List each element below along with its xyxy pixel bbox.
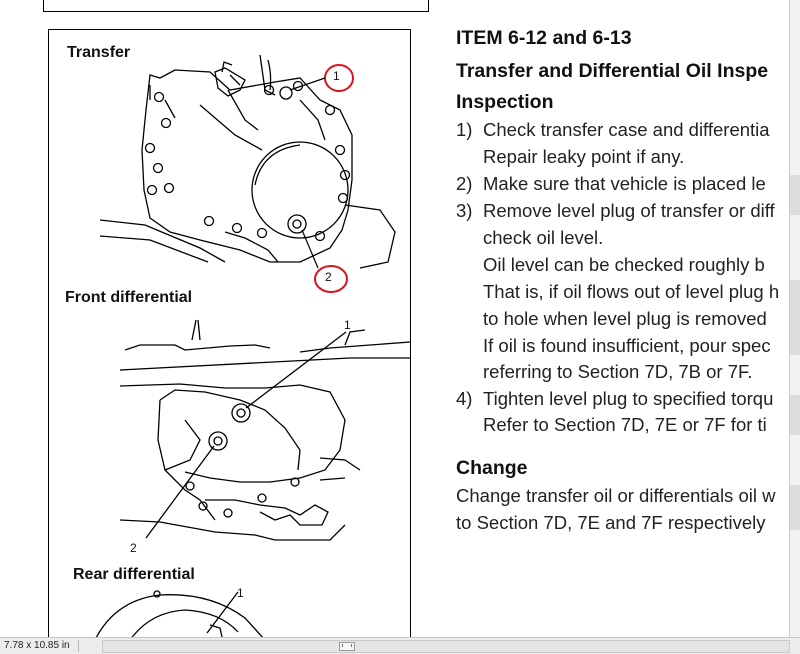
step-text: Refer to Section 7D, 7E or 7F for ti <box>483 414 767 435</box>
horizontal-scrollbar[interactable] <box>102 640 790 653</box>
step-text: If oil is found insufficient, pour spec <box>483 335 771 356</box>
step-text: Oil level can be checked roughly b <box>483 254 765 275</box>
step-text: check oil level. <box>483 227 604 248</box>
transfer-case-drawing <box>100 55 395 268</box>
item-heading: ITEM 6-12 and 6-13 <box>456 27 632 49</box>
rear-differential-label: Rear differential <box>73 566 195 583</box>
inspection-heading: Inspection <box>456 91 554 113</box>
transfer-label: Transfer <box>67 44 131 61</box>
step-number: 4) <box>456 388 473 409</box>
text-column <box>456 0 800 637</box>
front-differential-label: Front differential <box>65 289 193 306</box>
callout-number: 1 <box>333 69 340 83</box>
step-number: 3) <box>456 200 473 221</box>
step-text: Tighten level plug to specified torqu <box>483 388 774 409</box>
adjacent-page-edge <box>789 0 800 637</box>
section-title: Transfer and Differential Oil Inspe <box>456 60 769 82</box>
page-size-readout: 7.78 x 10.85 in <box>4 640 79 652</box>
change-heading: Change <box>456 457 528 479</box>
step-number: 1) <box>456 119 473 140</box>
change-text: to Section 7D, 7E and 7F respectively <box>456 512 766 533</box>
callout-number: 2 <box>130 541 137 555</box>
step-number: 2) <box>456 173 473 194</box>
step-text: Remove level plug of transfer or diff <box>483 200 775 221</box>
step-text: Repair leaky point if any. <box>483 146 685 167</box>
step-text: Make sure that vehicle is placed le <box>483 173 766 194</box>
change-text: Change transfer oil or differentials oil w <box>456 485 776 506</box>
callout-number: 1 <box>237 586 244 600</box>
status-bar <box>0 637 800 654</box>
scrollbar-grip-icon <box>342 644 352 647</box>
step-text: Check transfer case and differentia <box>483 119 770 140</box>
front-differential-drawing <box>120 320 410 540</box>
callout-number: 2 <box>325 270 332 284</box>
step-text: referring to Section 7D, 7B or 7F. <box>483 361 753 382</box>
step-text: to hole when level plug is removed <box>483 308 767 329</box>
callout-number: 1 <box>344 318 351 332</box>
step-text: That is, if oil flows out of level plug h <box>483 281 780 302</box>
